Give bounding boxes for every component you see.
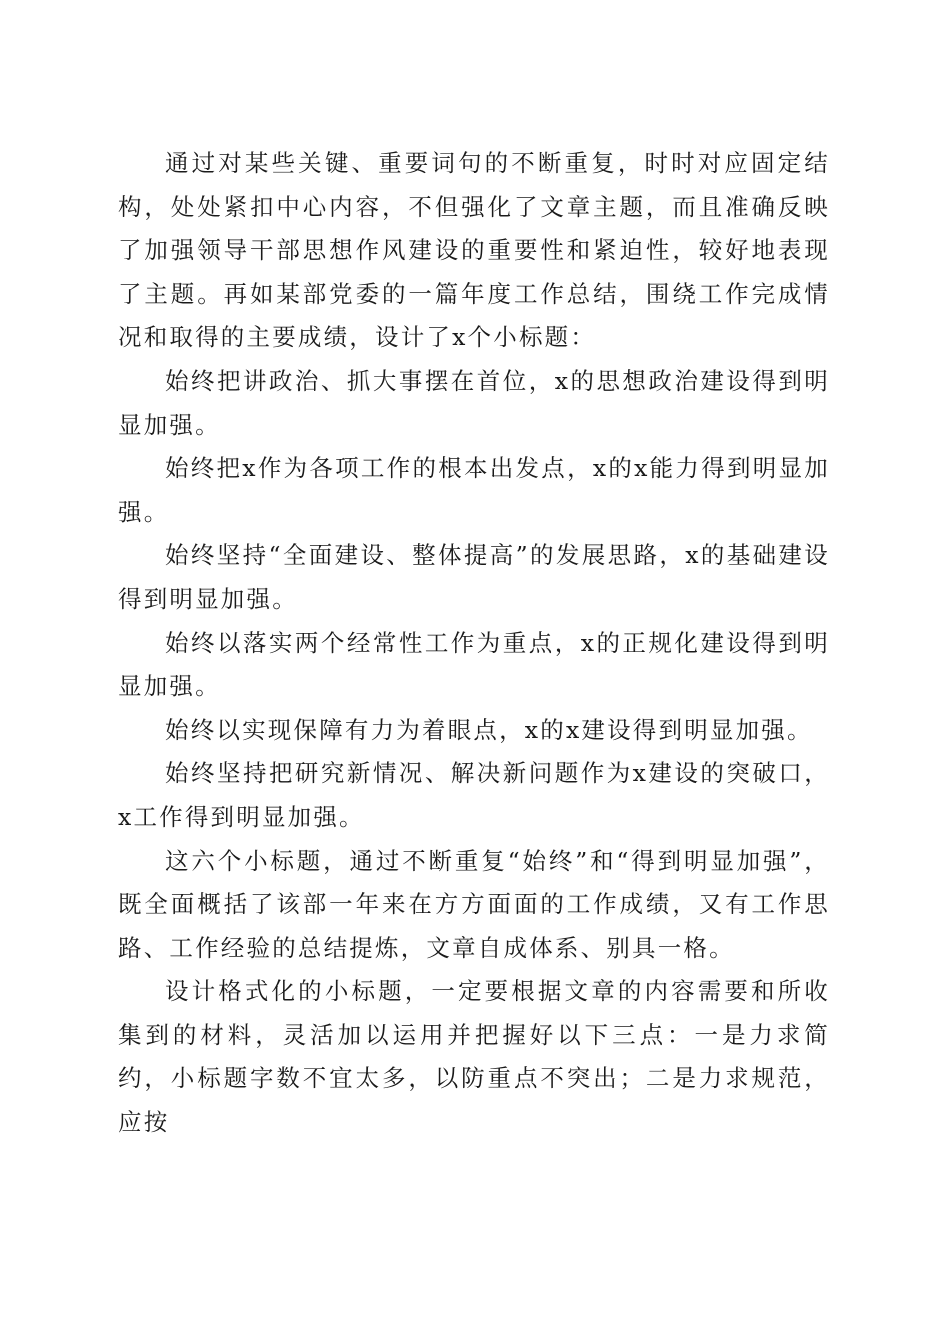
paragraph-intro: 通过对某些关键、重要词句的不断重复，时时对应固定结构，处处紧扣中心内容，不但强化了文章主题，而且准确反映了加强领导干部思想作风建设的重要性和紧迫性，较好地表现了主题。再如某部党委的一篇年度工作总结，围绕工作完成情况和取得的主要成绩，设计了x个小标题： [118, 149, 830, 352]
paragraph-guidance: 设计格式化的小标题，一定要根据文章的内容需要和所收集到的材料，灵活加以运用并把握好以下三点：一是力求简约，小标题字数不宜太多，以防重点不突出；二是力求规范，应按 [118, 977, 830, 1137]
subtitle-item-2: 始终把x作为各项工作的根本出发点，x的x能力得到明显加强。 [118, 454, 830, 526]
subtitle-item-5: 始终以实现保障有力为着眼点，x的x建设得到明显加强。 [165, 715, 813, 744]
paragraph-summary: 这六个小标题，通过不断重复“始终”和“得到明显加强”，既全面概括了该部一年来在方方面面的工作成绩，又有工作思路、工作经验的总结提炼，文章自成体系、别具一格。 [118, 846, 830, 962]
subtitle-item-3: 始终坚持“全面建设、整体提高”的发展思路，x的基础建设得到明显加强。 [118, 541, 830, 613]
subtitle-item-6: 始终坚持把研究新情况、解决新问题作为x建设的突破口，x工作得到明显加强。 [118, 759, 830, 831]
subtitle-item-1: 始终把讲政治、抓大事摆在首位，x的思想政治建设得到明显加强。 [118, 366, 830, 439]
subtitle-item-4: 始终以落实两个经常性工作为重点，x的正规化建设得到明显加强。 [118, 628, 830, 701]
document-body [118, 142, 830, 1145]
